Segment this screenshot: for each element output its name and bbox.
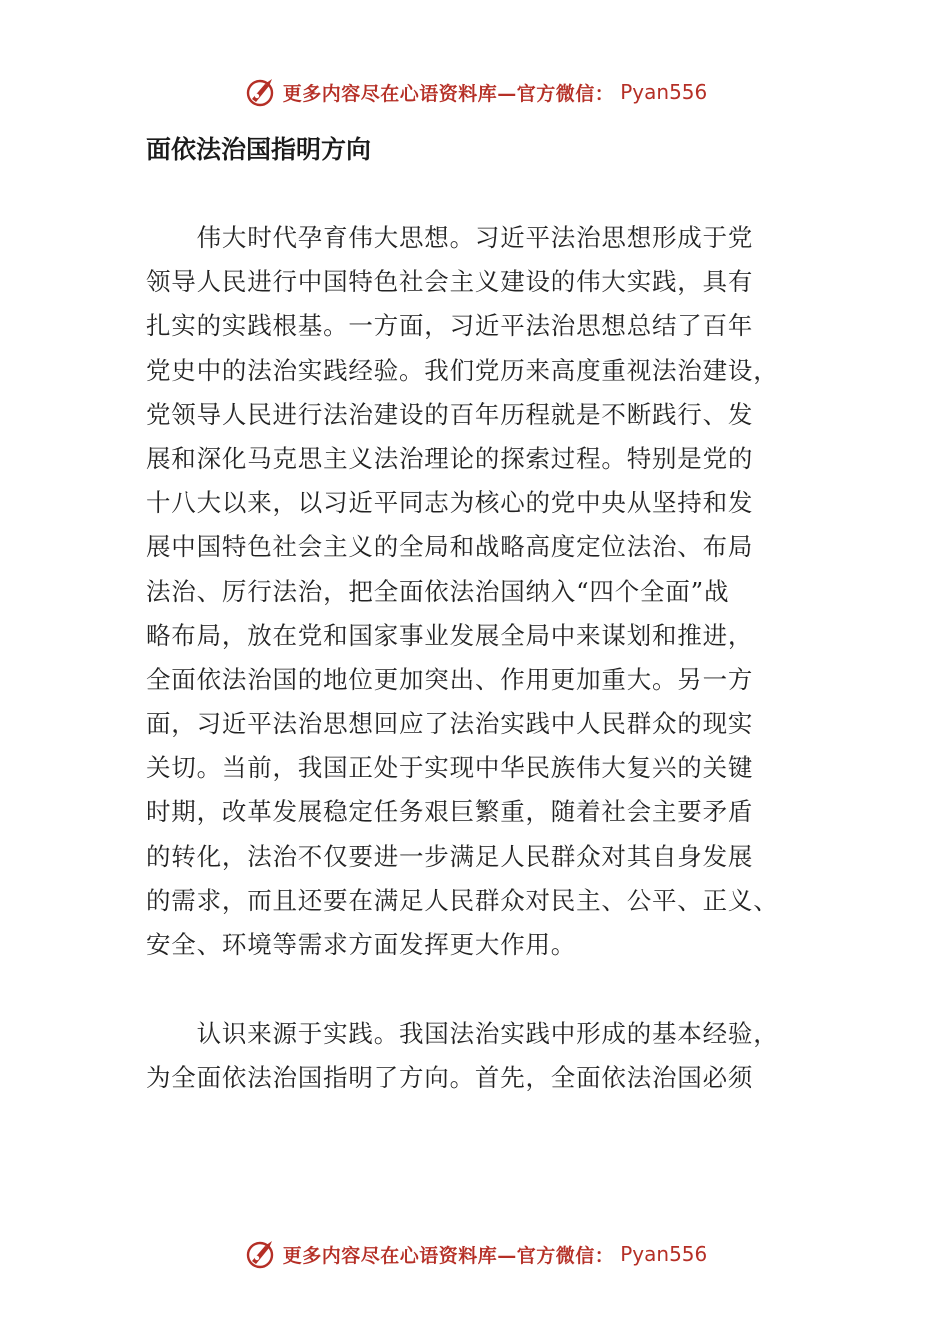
text-line: 时期，改革发展稳定任务艰巨繁重，随着社会主要矛盾	[146, 797, 754, 827]
paragraph-1	[146, 216, 806, 967]
document-title: 面依法治国指明方向	[146, 135, 372, 164]
text-line: 伟大时代孕育伟大思想。习近平法治思想形成于党	[146, 223, 754, 252]
watermark-wechat-id: Pyan556	[620, 80, 708, 104]
footer-watermark	[0, 1234, 950, 1274]
text-line: 党史中的法治实践经验。我们党历来高度重视法治建设，	[146, 355, 779, 385]
text-line: 认识来源于实践。我国法治实践中形成的基本经验，	[146, 1019, 779, 1048]
paragraph-2	[146, 1012, 806, 1100]
text-line: 的需求，而且还要在满足人民群众对民主、公平、正义、	[146, 885, 779, 915]
text-line: 的转化，法治不仅要进一步满足人民群众对其自身发展	[146, 841, 754, 871]
text-line: 法治、厉行法治，把全面依法治国纳入“四个全面”战	[146, 576, 730, 606]
text-line: 面，习近平法治思想回应了法治实践中人民群众的现实	[146, 709, 754, 739]
watermark-wechat-id: Pyan556	[620, 1242, 708, 1266]
text-line: 安全、环境等需求方面发挥更大作用。	[146, 930, 577, 959]
header-watermark	[0, 72, 950, 112]
text-line: 领导人民进行中国特色社会主义建设的伟大实践，具有	[146, 267, 754, 297]
text-line: 关切。当前，我国正处于实现中华民族伟大复兴的关键	[146, 753, 754, 783]
text-line: 十八大以来，以习近平同志为核心的党中央从坚持和发	[146, 488, 754, 518]
text-line: 党领导人民进行法治建设的百年历程就是不断践行、发	[146, 399, 754, 429]
watermark-site-text: 更多内容尽在心语资料库—官方微信：	[282, 1244, 615, 1267]
text-line: 略布局，放在党和国家事业发展全局中来谋划和推进，	[146, 620, 754, 650]
text-line: 扎实的实践根基。一方面，习近平法治思想总结了百年	[146, 311, 754, 341]
text-line: 为全面依法治国指明了方向。首先，全面依法治国必须	[146, 1063, 754, 1093]
watermark-site-text: 更多内容尽在心语资料库—官方微信：	[282, 82, 615, 105]
pen-logo-icon	[243, 75, 277, 109]
text-line: 展和深化马克思主义法治理论的探索过程。特别是党的	[146, 443, 754, 473]
pen-logo-icon	[243, 1237, 277, 1271]
text-line: 全面依法治国的地位更加突出、作用更加重大。另一方	[146, 664, 754, 694]
text-line: 展中国特色社会主义的全局和战略高度定位法治、布局	[146, 532, 754, 562]
